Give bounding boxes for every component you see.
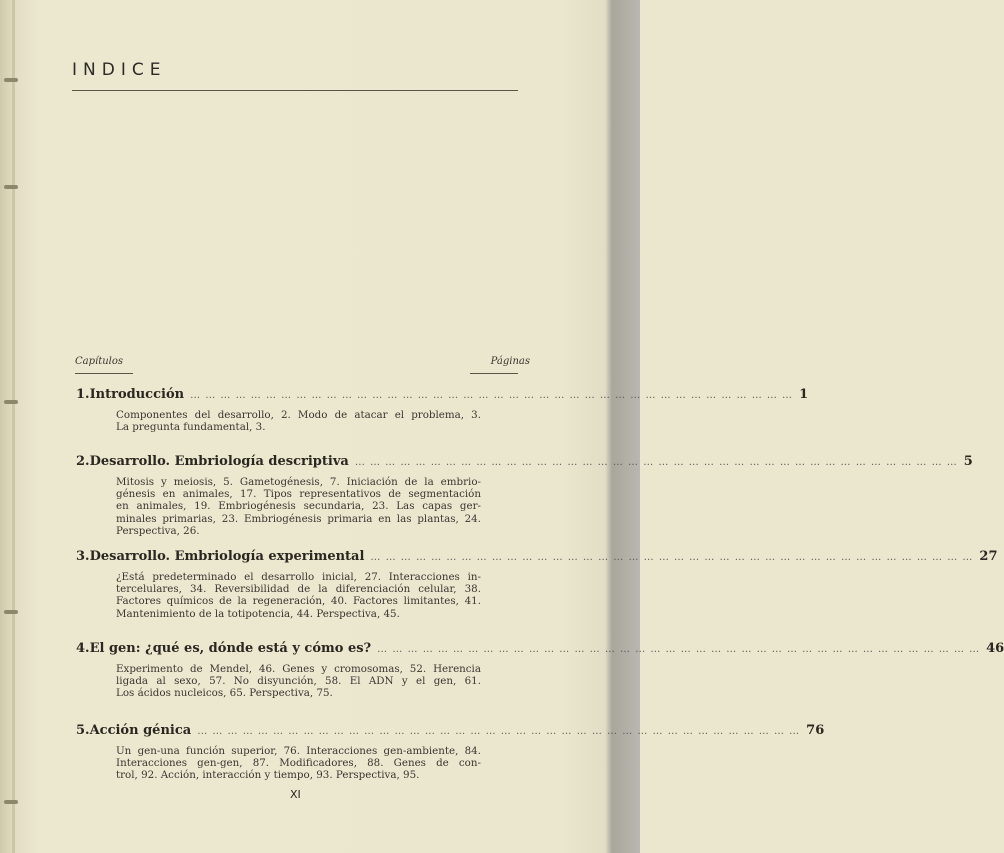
subtopic-line: Experimento de Mendel, 46. Genes y cromosomas, 52. Herencia [116,663,481,675]
chapter-title: Desarrollo. Embriología experimental [89,549,365,564]
chapter-number: 4. [76,641,90,656]
leader-dots: … … … … … … … … … … … … … … … … … … … … … … … … … … … … … … … … … … … … … … … … [377,644,981,655]
chapter-title: Desarrollo. Embriología descriptiva [89,454,349,469]
subtopic-line: ¿Está predeterminado el desarrollo inicial, 27. Interacciones in- [116,571,481,583]
toc-entry [76,454,973,537]
chapter-number: 5. [76,723,90,738]
chapter-subtopics [116,571,481,620]
entry-heading [76,387,809,405]
toc-entry [76,549,998,620]
toc-entry [76,723,825,782]
binding-stitch [4,610,18,614]
binding-stitch [4,78,18,82]
subtopic-line: La pregunta fundamental, 3. [116,421,266,434]
chapter-subtopics [116,663,481,700]
subtopic-line: Factores químicos de la regeneración, 40. Factores limitantes, 41. [116,595,481,608]
subtopic-line: Un gen-una función superior, 76. Interacciones gen-ambiente, 84. [116,745,481,757]
leader-dots: … … … … … … … … … … … … … … … … … … … … … … … … … … … … … … … … … … … … … … … … [190,390,794,401]
subtopic-line: Componentes del desarrollo, 2. Modo de atacar el problema, 3. [116,409,481,421]
chapter-subtopics [116,409,481,433]
chapter-subtopics [116,476,481,537]
chapters-header: Capítulos [75,356,124,367]
header-rule-left [75,373,133,374]
leader-dots: … … … … … … … … … … … … … … … … … … … … … … … … … … … … … … … … … … … … … … … … [197,726,801,737]
leader-dots: … … … … … … … … … … … … … … … … … … … … … … … … … … … … … … … … … … … … … … … … [370,552,974,563]
subtopic-line: ligada al sexo, 57. No disyunción, 58. El ADN y el gen, 61. [116,675,481,688]
subtopic-line: en animales, 19. Embriogénesis secundaria, 23. Las capas ger- [116,500,481,513]
chapter-page: 1 [799,387,809,402]
subtopic-line: Mitosis y meiosis, 5. Gametogénesis, 7. Iniciación de la embrio- [116,476,481,488]
chapter-page: 46 [986,641,1004,656]
header-rule-right [470,373,518,374]
binding-stitch [4,400,18,404]
subtopic-line: Los ácidos nucleicos, 65. Perspectiva, 75. [116,687,333,700]
chapter-page: 76 [806,723,825,738]
chapter-subtopics [116,745,481,782]
leader-dots: … … … … … … … … … … … … … … … … … … … … … … … … … … … … … … … … … … … … … … … … [354,457,958,468]
entry-heading [76,549,998,567]
subtopic-line: trol, 92. Acción, interacción y tiempo, 93. Perspectiva, 95. [116,769,420,782]
subtopic-line: Interacciones gen-gen, 87. Modificadores, 88. Genes de con- [116,757,481,770]
page-title: INDICE [72,60,167,80]
subtopic-line: génesis en animales, 17. Tipos representativos de segmentación [116,488,481,501]
entry-heading [76,723,825,741]
toc-entry [76,641,1004,700]
page-number: XI [290,788,301,801]
chapter-title: Introducción [89,387,185,402]
subtopic-line: Mantenimiento de la totipotencia, 44. Perspectiva, 45. [116,607,400,620]
subtopic-line: Perspectiva, 26. [116,524,200,537]
chapter-page: 5 [963,454,973,469]
subtopic-line: minales primarias, 23. Embriogénesis primaria en las plantas, 24. [116,512,481,525]
chapter-number: 2. [76,454,90,469]
binding-stitch [4,800,18,804]
entry-heading [76,454,973,472]
chapter-page: 27 [979,549,998,564]
entry-heading [76,641,1004,659]
pages-header: Páginas [490,356,530,367]
chapter-number: 3. [76,549,90,564]
subtopic-line: tercelulares, 34. Reversibilidad de la diferenciación celular, 38. [116,583,481,596]
chapter-title: El gen: ¿qué es, dónde está y cómo es? [89,641,372,656]
chapter-title: Acción génica [89,723,192,738]
binding-edge [12,0,15,853]
chapter-number: 1. [76,387,90,402]
toc-entry [76,387,809,434]
title-rule [72,90,518,91]
binding-stitch [4,185,18,189]
